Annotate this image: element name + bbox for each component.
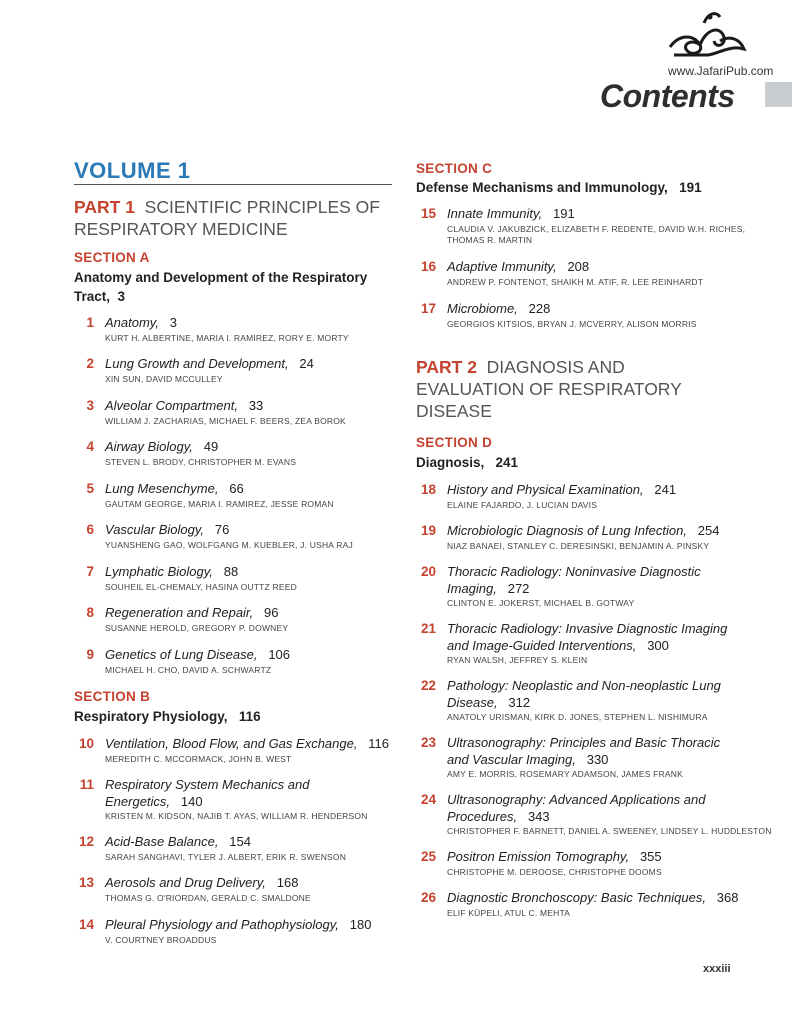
chapter-page: 3	[169, 315, 178, 330]
chapter-title-cont: and Vascular Imaging,	[447, 751, 576, 767]
volume-divider	[74, 184, 392, 185]
chapter-number: 19	[420, 523, 436, 538]
section-title-text: Tract,	[74, 289, 111, 304]
chapter-authors: V. COURTNEY BROADDUS	[105, 934, 217, 945]
chapter-number: 2	[86, 356, 94, 371]
chapter-title: Thoracic Radiology: Invasive Diagnostic Imaging	[447, 621, 728, 636]
chapter-page: 49	[203, 439, 219, 454]
chapter-title: Aerosols and Drug Delivery,	[105, 875, 266, 890]
chapter-authors: SUSANNE HEROLD, GREGORY P. DOWNEY	[105, 622, 289, 633]
chapter-title-cont: Procedures,	[447, 808, 518, 824]
section-c-label: SECTION C	[416, 161, 493, 176]
section-page: 191	[679, 180, 702, 195]
chapter-title: Alveolar Compartment,	[105, 398, 238, 413]
page-title: Contents	[600, 78, 735, 114]
chapter-authors: SARAH SANGHAVI, TYLER J. ALBERT, ERIK R. SWENSON	[105, 851, 347, 862]
chapter-title: Pleural Physiology and Pathophysiology,	[105, 917, 339, 932]
chapter-authors: YUANSHENG GAO, WOLFGANG M. KUEBLER, J. USHA RAJ	[105, 539, 353, 550]
chapter-number: 14	[78, 917, 94, 932]
chapter-title: Respiratory System Mechanics and	[105, 777, 310, 792]
chapter-authors: ELAINE FAJARDO, J. LUCIAN DAVIS	[447, 499, 598, 510]
section-title-text: Defense Mechanisms and Immunology,	[416, 180, 668, 195]
chapter-title: Ultrasonography: Principles and Basic Thoracic	[447, 735, 721, 750]
chapter-title-cont: Energetics,	[105, 793, 171, 809]
chapter-title: Regeneration and Repair,	[105, 605, 254, 620]
chapter-page: 368	[716, 890, 739, 905]
chapter-page: 343	[527, 808, 550, 824]
chapter-number: 18	[420, 482, 436, 497]
chapter-title: Thoracic Radiology: Noninvasive Diagnostic	[447, 564, 701, 579]
chapter-authors-cont: THOMAS R. MARTIN	[447, 234, 533, 245]
chapter-number: 24	[420, 792, 436, 807]
chapter-authors: THOMAS G. O'RIORDAN, GERALD C. SMALDONE	[105, 892, 311, 903]
chapter-page: 312	[508, 694, 531, 710]
chapter-number: 3	[86, 398, 94, 413]
chapter-page: 208	[567, 259, 590, 274]
chapter-number: 9	[86, 647, 94, 662]
chapter-authors: CLINTON E. JOKERST, MICHAEL B. GOTWAY	[447, 598, 635, 608]
section-title-text: Respiratory Physiology,	[74, 709, 228, 724]
chapter-number: 6	[86, 522, 94, 537]
chapter-authors: CHRISTOPHER F. BARNETT, DANIEL A. SWEENEY, LINDSEY L. HUDDLESTON	[447, 826, 772, 836]
part-2-heading	[416, 356, 682, 422]
chapter-title: Lung Mesenchyme,	[105, 481, 219, 496]
chapter-authors: CLAUDIA V. JAKUBZICK, ELIZABETH F. REDENTE, DAVID W.H. RICHES,	[447, 223, 746, 234]
chapter-authors: ELIF KÜPELI, ATUL C. MEHTA	[447, 907, 571, 918]
chapter-title: Lung Growth and Development,	[105, 356, 289, 371]
jafaripub-logo-icon	[660, 5, 750, 65]
chapter-title: Microbiologic Diagnosis of Lung Infection,	[447, 523, 687, 538]
chapter-title: Vascular Biology,	[105, 522, 204, 537]
chapter-page: 300	[647, 637, 669, 653]
chapter-number: 17	[420, 301, 436, 316]
part-title: DIAGNOSIS AND	[486, 357, 625, 377]
chapter-page: 272	[507, 580, 530, 596]
chapter-authors: KURT H. ALBERTINE, MARIA I. RAMIREZ, RORY E. MORTY	[105, 332, 349, 343]
chapter-number: 26	[420, 890, 436, 905]
chapter-number: 22	[420, 678, 436, 693]
part-label: PART 2	[416, 357, 477, 377]
chapter-page: 66	[229, 481, 244, 496]
chapter-authors: NIAZ BANAEI, STANLEY C. DERESINSKI, BENJAMIN A. PINSKY	[447, 540, 710, 551]
section-title-text: Anatomy and Development of the Respiratory	[74, 270, 368, 285]
chapter-authors: KRISTEN M. KIDSON, NAJIB T. AYAS, WILLIAM R. HENDERSON	[105, 811, 368, 821]
chapter-number: 13	[78, 875, 94, 890]
part-title-cont: DISEASE	[416, 401, 492, 421]
chapter-authors: XIN SUN, DAVID MCCULLEY	[105, 373, 223, 384]
section-page: 3	[117, 289, 126, 304]
volume-heading: VOLUME 1	[74, 158, 191, 183]
chapter-authors: RYAN WALSH, JEFFREY S. KLEIN	[447, 655, 588, 665]
chapter-authors: AMY E. MORRIS, ROSEMARY ADAMSON, JAMES FRANK	[447, 769, 683, 779]
chapter-number: 4	[86, 439, 94, 454]
section-page: 241	[495, 455, 519, 470]
section-c-title	[416, 178, 702, 197]
chapter-number: 25	[420, 849, 436, 864]
chapter-title: Ventilation, Blood Flow, and Gas Exchange,	[105, 736, 358, 751]
chapter-number: 15	[420, 206, 436, 221]
chapter-authors: ANATOLY URISMAN, KIRK D. JONES, STEPHEN L. NISHIMURA	[447, 712, 708, 722]
chapter-title: History and Physical Examination,	[447, 482, 644, 497]
chapter-title: Adaptive Immunity,	[447, 259, 557, 274]
chapter-authors: MICHAEL H. CHO, DAVID A. SCHWARTZ	[105, 664, 272, 675]
section-d-label: SECTION D	[416, 435, 493, 450]
chapter-number: 20	[420, 564, 436, 579]
section-title-text: Diagnosis,	[416, 455, 485, 470]
chapter-page: 96	[264, 605, 279, 620]
chapter-title-cont: and Image-Guided Interventions,	[447, 637, 637, 653]
chapter-page: 180	[349, 917, 372, 932]
chapter-title-cont: Imaging,	[447, 580, 497, 596]
section-page: 116	[238, 709, 261, 724]
chapter-authors: MEREDITH C. MCCORMACK, JOHN B. WEST	[105, 753, 292, 764]
part-1-heading	[74, 196, 380, 240]
chapter-page: 330	[586, 751, 609, 767]
chapter-title: Diagnostic Bronchoscopy: Basic Techniques,	[447, 890, 706, 905]
chapter-title: Acid-Base Balance,	[105, 834, 219, 849]
chapter-number: 1	[86, 315, 94, 330]
chapter-title-cont: Disease,	[447, 694, 498, 710]
chapter-number: 21	[420, 621, 436, 636]
chapter-page: 140	[180, 793, 203, 809]
chapter-title: Pathology: Neoplastic and Non-neoplastic Lung	[447, 678, 721, 693]
chapter-page: 168	[276, 875, 299, 890]
chapter-authors: GAUTAM GEORGE, MARIA I. RAMIREZ, JESSE ROMAN	[105, 498, 334, 509]
part-title-cont: EVALUATION OF RESPIRATORY	[416, 379, 682, 399]
chapter-page: 24	[299, 356, 314, 371]
chapter-page: 33	[248, 398, 264, 413]
chapter-title: Genetics of Lung Disease,	[105, 647, 258, 662]
chapter-authors: GEORGIOS KITSIOS, BRYAN J. MCVERRY, ALISON MORRIS	[447, 318, 697, 329]
chapter-page: 254	[697, 523, 720, 538]
page-number: xxxiii	[703, 963, 731, 975]
chapter-page: 116	[368, 736, 390, 751]
part-title: SCIENTIFIC PRINCIPLES OF	[144, 197, 380, 217]
chapter-title: Airway Biology,	[105, 439, 193, 454]
chapter-page: 88	[223, 564, 239, 579]
chapter-title: Ultrasonography: Advanced Applications and	[447, 792, 706, 807]
chapter-number: 16	[420, 259, 436, 274]
chapter-number: 12	[78, 834, 94, 849]
chapter-page: 241	[654, 482, 677, 497]
chapter-page: 228	[528, 301, 551, 316]
chapter-number: 11	[79, 777, 94, 792]
chapter-authors: STEVEN L. BRODY, CHRISTOPHER M. EVANS	[105, 456, 297, 467]
part-title-cont: RESPIRATORY MEDICINE	[74, 219, 288, 239]
chapter-authors: ANDREW P. FONTENOT, SHAIKH M. ATIF, R. LEE REINHARDT	[447, 276, 704, 287]
chapter-page: 154	[229, 834, 251, 849]
chapter-authors: SOUHEIL EL-CHEMALY, HASINA OUTTZ REED	[105, 581, 297, 592]
chapter-number: 7	[86, 564, 94, 579]
chapter-title: Positron Emission Tomography,	[447, 849, 630, 864]
chapter-number: 23	[420, 735, 436, 750]
site-url: www.JafariPub.com	[668, 64, 774, 78]
chapter-page: 191	[552, 206, 575, 221]
chapter-title: Anatomy,	[105, 315, 159, 330]
page-tab-marker	[765, 82, 792, 107]
chapter-number: 10	[78, 736, 94, 751]
chapter-page: 76	[214, 522, 230, 537]
chapter-title: Lymphatic Biology,	[105, 564, 213, 579]
section-d-title	[416, 453, 518, 472]
section-b-label: SECTION B	[74, 689, 151, 704]
chapter-authors: CHRISTOPHE M. DEROOSE, CHRISTOPHE DOOMS	[447, 866, 662, 877]
chapter-title: Microbiome,	[447, 301, 518, 316]
section-a-title	[74, 268, 394, 306]
chapter-number: 5	[86, 481, 94, 496]
chapter-page: 106	[268, 647, 291, 662]
chapter-title: Innate Immunity,	[447, 206, 543, 221]
section-a-label: SECTION A	[74, 250, 150, 265]
chapter-authors: WILLIAM J. ZACHARIAS, MICHAEL F. BEERS, ZEA BOROK	[105, 415, 346, 426]
part-label: PART 1	[74, 197, 135, 217]
section-b-title	[74, 707, 261, 726]
chapter-page: 355	[639, 849, 662, 864]
chapter-number: 8	[86, 605, 94, 620]
